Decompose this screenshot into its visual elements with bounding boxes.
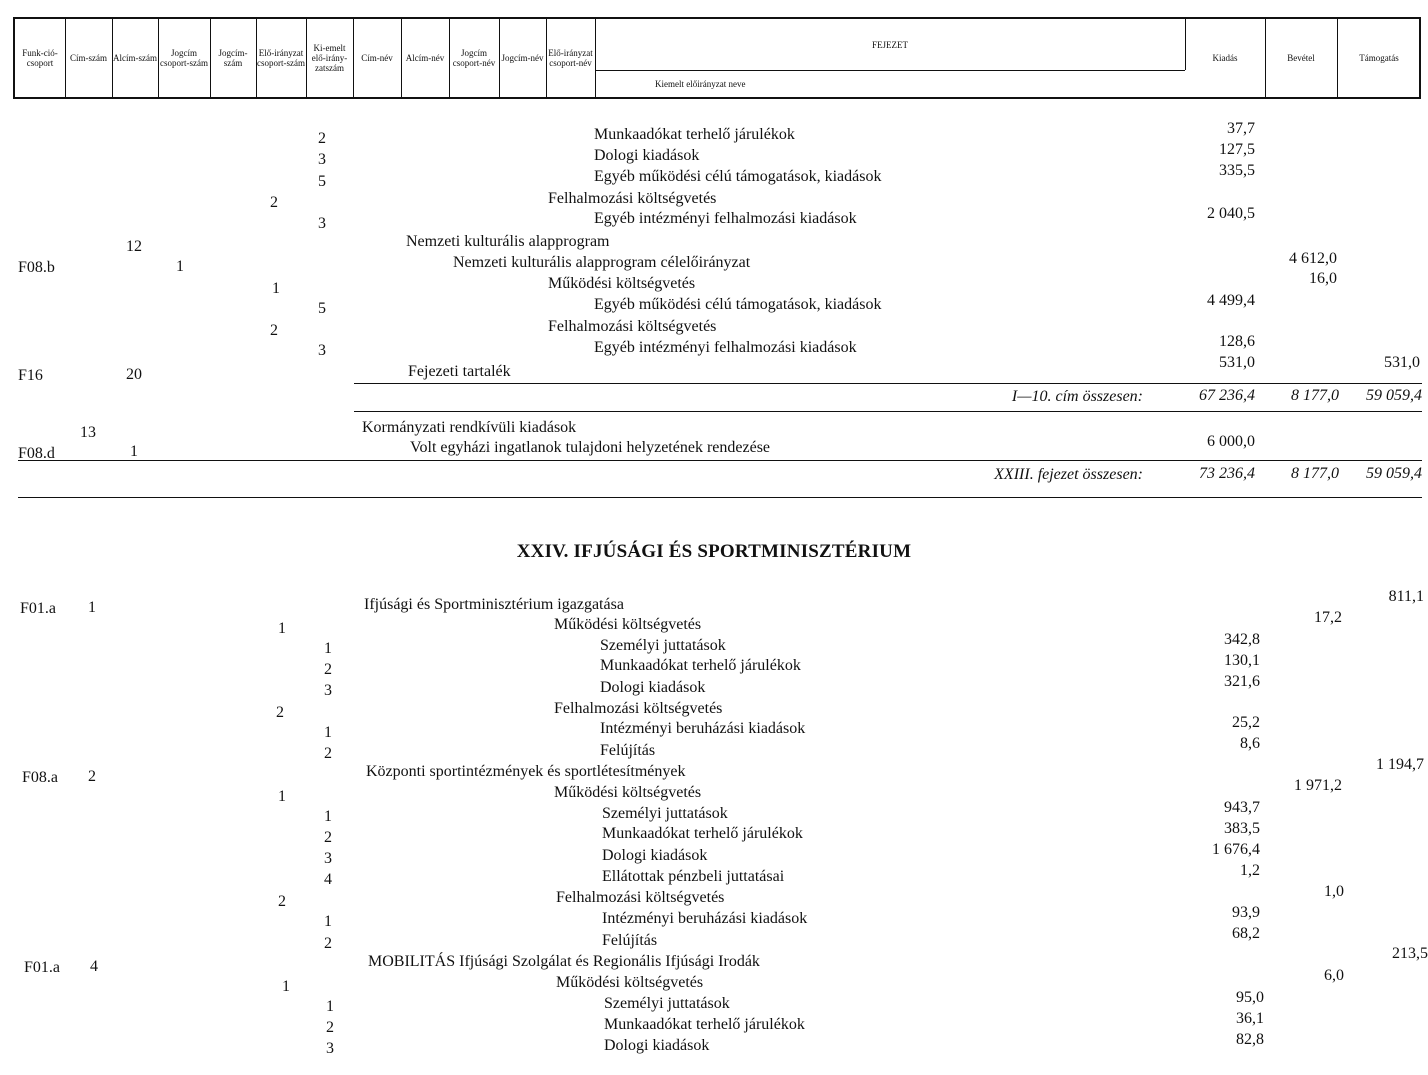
bevetel-value: 1,0 [1324,883,1344,900]
group-name: Működési költségvetés [554,784,702,801]
kiemelt-szam: 4 [324,871,332,888]
sum-tamogatas: 59 059,4 [1366,387,1422,404]
item-name: Munkaadókat terhelő járulékok [594,126,795,143]
header-divider [595,70,1185,71]
kiemelt-szam: 1 [326,998,334,1015]
section-title: XXIV. IFJÚSÁGI ÉS SPORTMINISZTÉRIUM [516,541,912,562]
item-name: Intézményi beruházási kiadások [602,910,808,927]
item-name: Dologi kiadások [604,1037,710,1054]
group-name: Felhalmozási költségvetés [548,318,717,335]
item-name: Dologi kiadások [594,147,700,164]
sum-label: I—10. cím összesen: [1011,388,1143,405]
bevetel-value: 1 971,2 [1294,777,1342,794]
kiadas-value: 36,1 [1236,1010,1264,1027]
kiadas-value: 1 676,4 [1212,841,1260,858]
bevetel-value: 17,2 [1314,609,1342,626]
header-kiadas: Kiadás [1185,19,1266,97]
cim-name: Kormányzati rendkívüli kiadások [362,419,577,436]
kiadas-value: 8,6 [1240,735,1260,752]
kiemelt-szam: 2 [326,1019,334,1036]
item-name: Személyi juttatások [602,805,728,822]
kiadas-value: 95,0 [1236,989,1264,1006]
tamogatas-value: 213,5 [1392,945,1428,962]
eloiranyzat-csoport-szam: 1 [282,978,290,995]
sum-rule [354,383,1422,384]
kiemelt-szam: 2 [324,745,332,762]
eloiranyzat-csoport-szam: 1 [272,280,280,297]
group-name: Működési költségvetés [548,275,696,292]
sum-label: XXIII. fejezet összesen: [994,466,1143,483]
kiadas-value: 1,2 [1240,862,1260,879]
group-name: Működési költségvetés [554,616,702,633]
kiemelt-szam: 1 [324,724,332,741]
funkcio-csoport: F08.a [22,769,58,786]
item-name: Felújítás [600,742,656,759]
kiadas-value: 68,2 [1232,925,1260,942]
header-eloiranyzat-csoport-szam: Elő-irányzat csoport-szám [256,19,307,97]
tamogatas-value: 531,0 [1384,354,1420,371]
header-cim-szam: Cím-szám [65,19,113,97]
kiadas-value: 37,7 [1227,120,1255,137]
cim-name: MOBILITÁS Ifjúsági Szolgálat és Regionális Ifjúsági Irodák [368,953,760,970]
item-name: Egyéb intézményi felhalmozási kiadások [594,210,857,227]
item-name: Intézményi beruházási kiadások [600,720,806,737]
jogcimcsoport-szam: 1 [176,258,184,275]
item-name: Dologi kiadások [602,847,708,864]
item-name: Munkaadókat terhelő járulékok [604,1016,805,1033]
bevetel-value: 16,0 [1309,270,1337,287]
kiadas-value: 130,1 [1224,652,1260,669]
item-name: Egyéb intézményi felhalmozási kiadások [594,339,857,356]
eloiranyzat-csoport-szam: 1 [278,788,286,805]
kiemelt-szam: 2 [324,661,332,678]
sum-kiadas: 73 236,4 [1199,465,1255,482]
kiemelt-szam: 3 [318,342,326,359]
alcim-szam: 20 [126,366,142,383]
kiadas-value: 4 499,4 [1207,292,1255,309]
kiadas-value: 531,0 [1219,354,1255,371]
funkcio-csoport: F16 [18,367,43,384]
kiadas-value: 383,5 [1224,820,1260,837]
header-bevetel: Bevétel [1265,19,1338,97]
item-name: Egyéb működési célú támogatások, kiadások [594,168,882,185]
item-name: Személyi juttatások [604,995,730,1012]
item-name: Ellátottak pénzbeli juttatásai [602,868,785,885]
eloiranyzat-csoport-szam: 2 [270,194,278,211]
kiemelt-szam: 3 [326,1040,334,1057]
funkcio-csoport: F08.d [18,445,55,462]
kiemelt-szam: 3 [324,682,332,699]
sum-rule [18,460,1422,461]
group-name: Működési költségvetés [556,974,704,991]
kiemelt-szam: 2 [324,935,332,952]
kiemelt-szam: 2 [324,829,332,846]
header-jogcimcsoport-szam: Jogcím csoport-szám [158,19,211,97]
kiadas-value: 127,5 [1219,141,1255,158]
kiemelt-szam: 1 [324,808,332,825]
kiadas-value: 342,8 [1224,631,1260,648]
item-name: Dologi kiadások [600,679,706,696]
tamogatas-value: 811,1 [1388,588,1424,605]
kiadas-value: 943,7 [1224,799,1260,816]
sum-bevetel: 8 177,0 [1291,465,1339,482]
cim-name: Ifjúsági és Sportminisztérium igazgatása [364,596,624,613]
kiemelt-szam: 1 [324,640,332,657]
header-jogcim-szam: Jogcím-szám [210,19,257,97]
header-jogcimcsoport-nev: Jogcím csoport-név [449,19,500,97]
kiadas-value: 321,6 [1224,673,1260,690]
alcim-name: Volt egyházi ingatlanok tulajdoni helyzetének rendezése [410,439,771,456]
item-name: Felújítás [602,932,658,949]
header-kiemelt-eloiranyzat-neve: Kiemelt előirányzat neve [655,79,746,89]
alcim-szam: 1 [130,443,138,460]
kiemelt-szam: 5 [318,173,326,190]
header-jogcim-nev: Jogcím-név [499,19,547,97]
jogcimcsoport-name: Nemzeti kulturális alapprogram célelőirányzat [453,254,751,271]
header-eloiranyzat-csoport-nev: Elő-irányzat csoport-név [546,19,596,97]
sum-kiadas: 67 236,4 [1199,387,1255,404]
eloiranyzat-csoport-szam: 2 [276,704,284,721]
bevetel-value: 4 612,0 [1289,250,1337,267]
kiadas-value: 128,6 [1219,333,1255,350]
kiemelt-szam: 5 [318,300,326,317]
cim-szam: 2 [88,768,96,785]
sum-bevetel: 8 177,0 [1291,387,1339,404]
kiadas-value: 335,5 [1219,162,1255,179]
kiadas-value: 93,9 [1232,904,1260,921]
alcim-szam: 12 [126,238,142,255]
item-name: Személyi juttatások [600,637,726,654]
item-name: Munkaadókat terhelő járulékok [600,657,801,674]
eloiranyzat-csoport-szam: 1 [278,620,286,637]
kiadas-value: 25,2 [1232,714,1260,731]
header-alcim-szam: Alcím-szám [112,19,159,97]
column-header-table [13,17,1421,99]
kiemelt-szam: 3 [318,215,326,232]
group-name: Felhalmozási költségvetés [554,700,723,717]
cim-name: Központi sportintézmények és sportlétesítmények [366,763,686,780]
kiemelt-szam: 3 [324,850,332,867]
eloiranyzat-csoport-szam: 2 [270,322,278,339]
group-name: Felhalmozási költségvetés [548,190,717,207]
item-name: Egyéb működési célú támogatások, kiadások [594,296,882,313]
eloiranyzat-csoport-szam: 2 [278,893,286,910]
sum-tamogatas: 59 059,4 [1366,465,1422,482]
kiemelt-szam: 2 [318,130,326,147]
sum-rule [18,497,1422,498]
header-funkcio-csoport: Funk-ció-csoport [15,19,66,97]
header-kiemelt-eloiranyzat-szam: Ki-emelt elő-irány-zatszám [306,19,354,97]
kiadas-value: 2 040,5 [1207,205,1255,222]
cim-szam: 4 [90,958,98,975]
kiemelt-szam: 1 [324,913,332,930]
sum-rule [354,411,1422,412]
group-name: Felhalmozási költségvetés [556,889,725,906]
header-tamogatas: Támogatás [1359,53,1399,63]
alcim-name: Fejezeti tartalék [408,363,511,380]
kiadas-value: 82,8 [1236,1031,1264,1048]
funkcio-csoport: F08.b [18,259,55,276]
header-fejezet: FEJEZET [595,19,1186,70]
funkcio-csoport: F01.a [20,600,56,617]
header-alcim-nev: Alcím-név [401,19,450,97]
cim-szam: 13 [80,424,96,441]
item-name: Munkaadókat terhelő járulékok [602,825,803,842]
cim-szam: 1 [88,599,96,616]
bevetel-value: 6,0 [1324,967,1344,984]
alcim-name: Nemzeti kulturális alapprogram [406,233,610,250]
kiadas-value: 6 000,0 [1207,433,1255,450]
funkcio-csoport: F01.a [24,959,60,976]
tamogatas-value: 1 194,7 [1376,756,1424,773]
kiemelt-szam: 3 [318,151,326,168]
header-cim-nev: Cím-név [353,19,402,97]
